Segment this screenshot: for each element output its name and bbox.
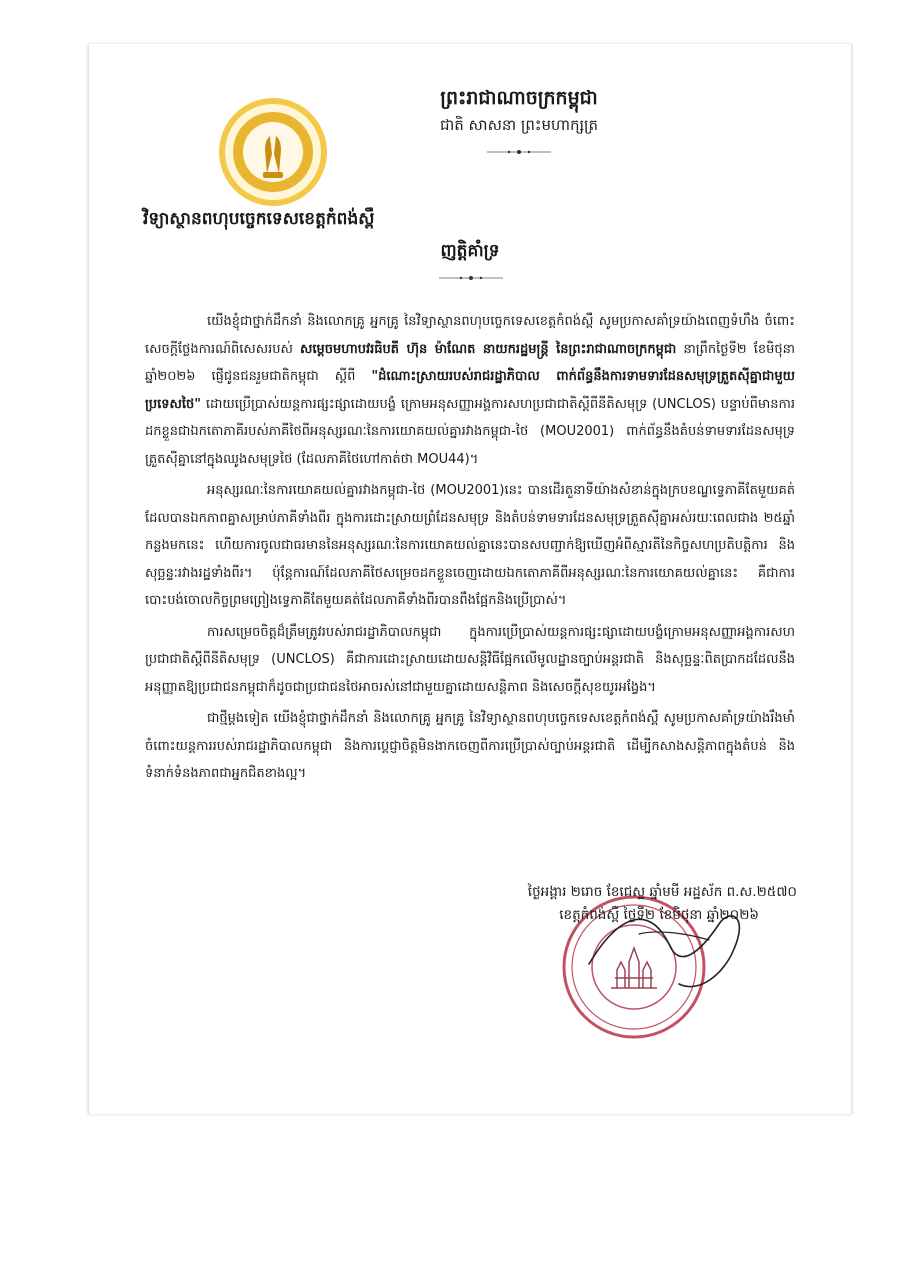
- statement-title: "ដំណោះស្រាយរបស់រាជរដ្ឋាភិបាល ពាក់ព័ន្ធនឹងការទាមទារដែនសមុទ្រត្រួតស៊ីគ្នាជាមួយប្រទេសថៃ": [145, 369, 795, 412]
- paragraph-1-text-a: យើងខ្ញុំជាថ្នាក់ដឹកនាំ និងលោកគ្រូ អ្នកគ្រូ នៃវិទ្យាស្ថានពហុបច្ចេកទេសខេត្តកំពង់ស្ពឺ សូមប្រកាសគាំទ្រយ៉ាងពេញទំហឹង ចំពោះសេចក្តីថ្លែងការណ៍ពិសេសរបស់: [145, 314, 795, 357]
- institute-logo: [217, 96, 329, 208]
- document-page: [88, 44, 852, 1114]
- document-body: [145, 308, 795, 792]
- paragraph-3: ការសម្រេចចិត្តដ៏ត្រឹមត្រូវរបស់រាជរដ្ឋាភិបាលកម្ពុជា ក្នុងការប្រើប្រាស់យន្តការផ្សះផ្សាដោយបង្ខំក្រោមអនុសញ្ញាអង្គការសហប្រជាជាតិស្តីពីនីតិសមុទ្រ (UNCLOS) គឺជាការដោះស្រាយដោយសន្តិវិធីផ្អែកលើមូលដ្ឋានច្បាប់អន្តរជាតិ និងសុច្ឆន្ទៈពិតប្រាកដដែលនឹងអនុញ្ញាតឱ្យប្រជាជនកម្ពុជាក៏ដូចជាប្រជាជនថៃអាចរស់នៅជាមួយគ្នាដោយសន្តិភាព និងសេចក្តីសុខយូរអង្វែង។: [145, 624, 795, 695]
- prime-minister-name: សម្តេចមហាបវរធិបតី ហ៊ុន ម៉ាណែត នាយករដ្ឋមន្ត្រី នៃព្រះរាជាណាចក្រកម្ពុជា: [300, 341, 677, 357]
- kingdom-heading: ព្រះរាជាណាចក្រកម្ពុជា: [440, 87, 598, 109]
- paragraph-1: [145, 308, 795, 473]
- gear-icon: [219, 98, 327, 206]
- paragraph-1-text-c: ដោយប្រើប្រាស់យន្តការផ្សះផ្សាដោយបង្ខំ ក្រោមអនុសញ្ញាអង្គការសហប្រជាជាតិស្តីពីនីតិសមុទ្រ (UNCLOS) បន្ទាប់ពីមានការដកខ្លួនជាឯកតោភាគីរបស់ភាគីថៃពីអនុស្សរណៈនៃការយោគយល់គ្នារវាងកម្ពុជា-ថៃ (MOU2001) ពាក់ព័ន្ធនឹងតំបន់ទាមទារដែនសមុទ្រត្រួតស៊ីគ្នានៅក្នុងឈូងសមុទ្រថៃ (ដែលភាគីថៃហៅកាត់ថា MOU44)។: [145, 396, 795, 467]
- institute-name: វិទ្យាស្ថានពហុបច្ចេកទេសខេត្តកំពង់ស្ពឺ: [143, 209, 375, 229]
- paragraph-2: អនុស្សរណៈនៃការយោគយល់គ្នារវាងកម្ពុជា-ថៃ (MOU2001)នេះ បានដើរតួនាទីយ៉ាងសំខាន់ក្នុងក្របខណ្ឌទ្វេភាគីតែមួយគត់ដែលបានឯកភាពគ្នាសម្រាប់ភាគីទាំងពីរ ក្នុងការដោះស្រាយព្រំដែនសមុទ្រ និងតំបន់ទាមទារដែនសមុទ្រត្រួតស៊ីគ្នាអស់រយៈពេលជាង ២៥ឆ្នាំកន្លងមកនេះ ហើយការចូលជាធរមាននៃអនុស្សរណៈនៃការយោគយល់គ្នានេះបានសបញ្ជាក់ឱ្យឃើញអំពីស្មារតីនៃកិច្ចសហប្រតិបត្តិការ និងសុច្ឆន្ទៈរវាងរដ្ឋទាំងពីរ។ ប៉ុន្តែការណ៍ដែលភាគីថៃសម្រេចដកខ្លួនចេញដោយឯកតោភាគីពីអនុស្សរណៈនៃការយោគយល់គ្នានេះ គឺជាការបោះបង់ចោលកិច្ចព្រមព្រៀងទ្វេភាគីតែមួយគត់ដែលភាគីទាំងពីរបានពឹងផ្អែកនិងប្រើប្រាស់។: [145, 483, 795, 608]
- paragraph-4: ជាថ្មីម្តងទៀត យើងខ្ញុំជាថ្នាក់ដឹកនាំ និងលោកគ្រូ អ្នកគ្រូ នៃវិទ្យាស្ថានពហុបច្ចេកទេសខេត្តកំពង់ស្ពឺ សូមប្រកាសគាំទ្រយ៉ាងរឹងមាំចំពោះយន្តការរបស់រាជរដ្ឋាភិបាលកម្ពុជា និងការប្តេជ្ញាចិត្តមិនងាកចេញពីការប្រើប្រាស់ច្បាប់អន្តរជាតិ ដើម្បីកសាងសន្តិភាពក្នុងតំបន់ និងទំនាក់ទំនងភាពជាអ្នកជិតខាងល្អ។: [145, 711, 795, 781]
- paragraph-1-text-b: នាព្រឹកថ្ងៃទី២ ខែមិថុនា ឆ្នាំ២០២៦ ផ្ញើជូនជនរួមជាតិកម្ពុជា ស្តីពី: [145, 341, 795, 384]
- document-title: ញត្តិគាំទ្រ: [440, 241, 500, 261]
- lunar-date: ថ្ងៃអង្គារ ២រោច ខែជេស្ឋ ឆ្នាំមមី អដ្ឋស័ក ព.ស.២៥៧០: [527, 884, 797, 900]
- solar-date: ខេត្តកំពង់ស្ពឺ ថ្ងៃទី២ ខែមិថុនា ឆ្នាំ២០២៦: [559, 907, 759, 923]
- national-motto: ជាតិ សាសនា ព្រះមហាក្សត្រ: [439, 116, 599, 134]
- ornament-divider-top: [487, 147, 551, 157]
- ornament-divider-title: [439, 273, 503, 283]
